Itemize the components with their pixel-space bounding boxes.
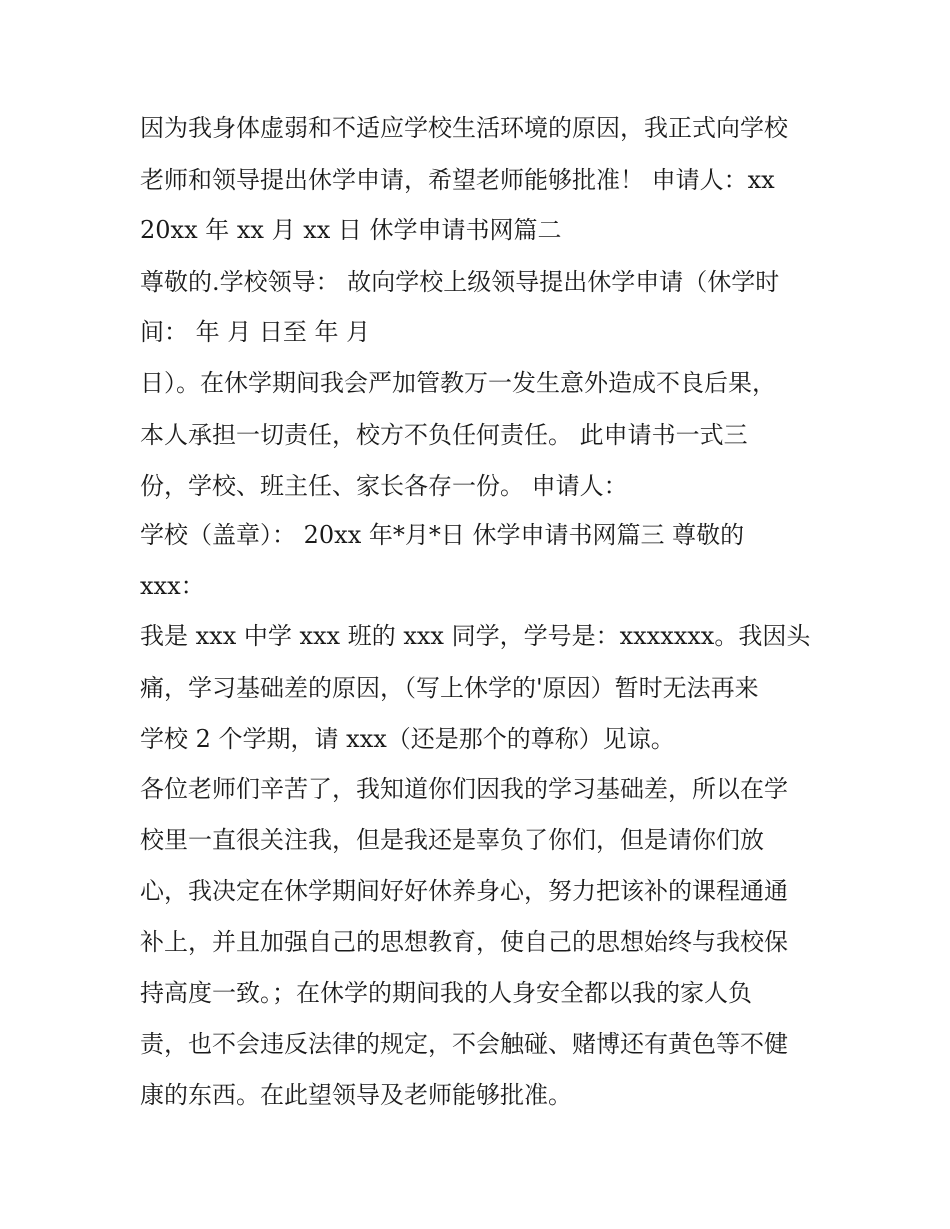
text-line-11: 我是 xxx 中学 xxx 班的 xxx 同学，学号是：xxxxxxx。我因头 bbox=[140, 622, 811, 650]
text-line-7: 本人承担一切责任，校方不负任何责任。 此申请书一式三 bbox=[140, 421, 748, 449]
text-line-5: 间： 年 月 日至 年 月 bbox=[140, 318, 371, 346]
text-line-9: 学校（盖章）： 20xx 年*月*日 休学申请书网篇三 尊敬的 bbox=[140, 521, 745, 549]
text-line-10: xxx： bbox=[140, 572, 205, 600]
text-line-14: 各位老师们辛苦了，我知道你们因我的学习基础差，所以在学 bbox=[140, 775, 788, 803]
text-line-15: 校里一直很关注我，但是我还是辜负了你们，但是请你们放 bbox=[140, 826, 764, 854]
text-line-6: 日）。在休学期间我会严加管教万一发生意外造成不良后果， bbox=[140, 369, 776, 397]
text-line-4: 尊敬的.学校领导： 故向学校上级领导提出休学申请（休学时 bbox=[140, 268, 780, 296]
text-line-20: 康的东西。在此望领导及老师能够批准。 bbox=[140, 1081, 572, 1109]
text-line-12: 痛，学习基础差的原因，（写上休学的'原因）暂时无法再来 bbox=[140, 674, 759, 702]
text-line-8: 份，学校、班主任、家长各存一份。 申请人： bbox=[140, 472, 628, 500]
text-line-1: 因为我身体虚弱和不适应学校生活环境的原因，我正式向学校 bbox=[140, 114, 788, 142]
text-line-3: 20xx 年 xx 月 xx 日 休学申请书网篇二 bbox=[140, 216, 562, 244]
text-line-13: 学校 2 个学期，请 xxx（还是那个的尊称）见谅。 bbox=[140, 725, 675, 753]
text-line-17: 补上，并且加强自己的思想教育，使自己的思想始终与我校保 bbox=[140, 928, 788, 956]
text-line-2: 老师和领导提出休学申请，希望老师能够批准！ 申请人：xx bbox=[140, 166, 775, 194]
text-line-16: 心，我决定在休学期间好好休养身心，努力把该补的课程通通 bbox=[140, 877, 788, 905]
text-line-19: 责，也不会违反法律的规定，不会触碰、赌博还有黄色等不健 bbox=[140, 1030, 788, 1058]
text-line-18: 持高度一致。；在休学的期间我的人身安全都以我的家人负 bbox=[140, 979, 752, 1007]
